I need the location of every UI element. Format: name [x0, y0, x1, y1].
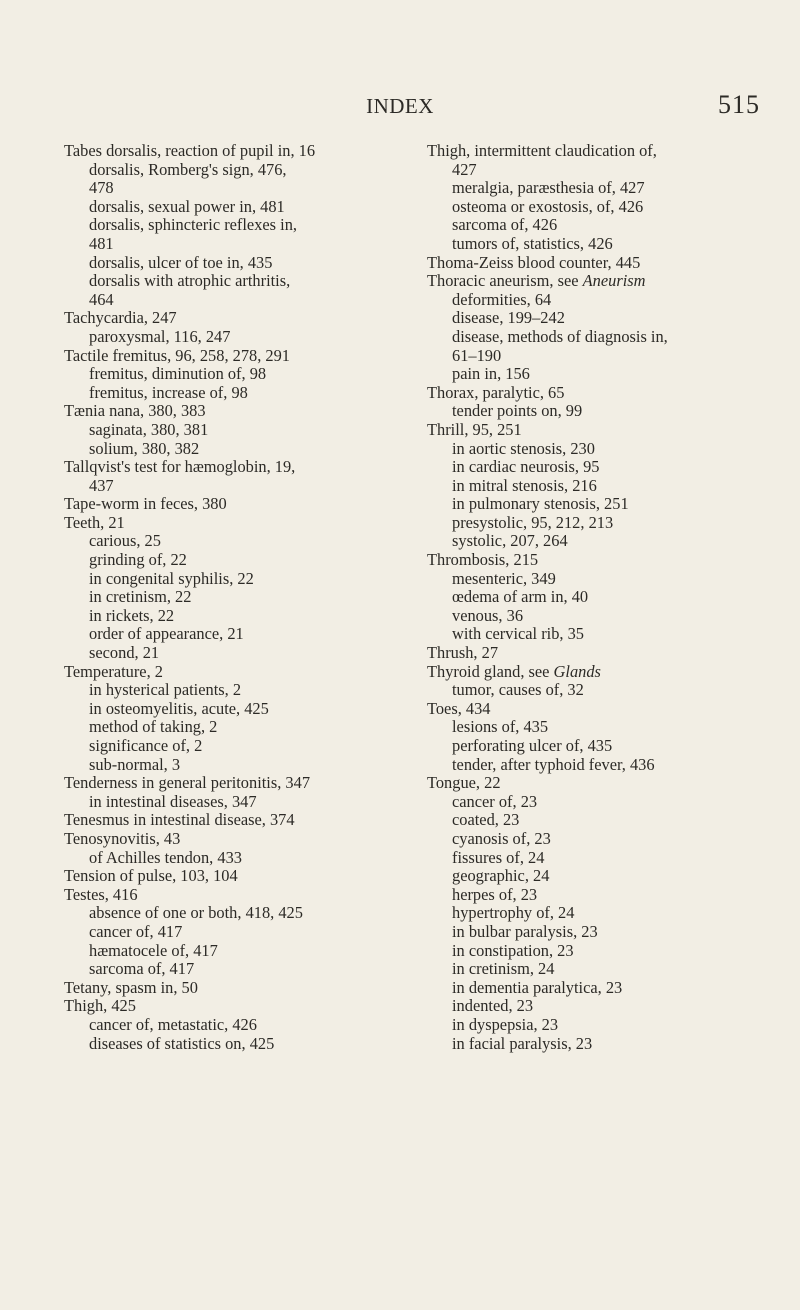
- index-subentry: [64, 625, 424, 644]
- index-subentry: [64, 235, 424, 254]
- index-entry: [427, 774, 767, 793]
- entry-text: lesions of, 435: [452, 717, 549, 737]
- entry-text: Thigh, intermittent claudication of,: [427, 141, 657, 160]
- entry-text: venous, 36: [452, 605, 524, 625]
- index-entry: [64, 458, 424, 477]
- entry-text: Tenesmus in intestinal disease, 374: [64, 810, 295, 830]
- entry-text: sarcoma of, 426: [452, 215, 558, 235]
- entry-text: tender, after typhoid fever, 436: [452, 754, 655, 774]
- entry-text: Tachycardia, 247: [64, 308, 177, 328]
- entry-text: grinding of, 22: [89, 550, 187, 570]
- entry-text: osteoma or exostosis, of, 426: [452, 196, 644, 216]
- entry-text: herpes of, 23: [452, 884, 538, 904]
- index-subentry: [427, 1035, 767, 1054]
- cross-reference: Aneurism: [582, 271, 646, 291]
- entry-text: fissures of, 24: [452, 847, 545, 867]
- index-entry: [64, 774, 424, 793]
- entry-text: Thrush, 27: [427, 643, 499, 663]
- entry-text: 478: [89, 178, 114, 198]
- index-subentry: [64, 942, 424, 961]
- index-subentry: [427, 756, 767, 775]
- index-entry: [64, 867, 424, 886]
- index-entry: [64, 347, 424, 366]
- index-subentry: [427, 216, 767, 235]
- entry-text: in pulmonary stenosis, 251: [452, 494, 629, 514]
- index-subentry: [427, 588, 767, 607]
- index-subentry: [427, 681, 767, 700]
- entry-text: in mitral stenosis, 216: [452, 475, 597, 495]
- entry-text: perforating ulcer of, 435: [452, 736, 613, 755]
- index-subentry: [64, 272, 424, 291]
- cross-reference: Glands: [553, 661, 601, 681]
- entry-text: tender points on, 99: [452, 401, 583, 421]
- index-subentry: [427, 607, 767, 626]
- entry-text: meralgia, paræsthesia of, 427: [452, 178, 645, 198]
- index-subentry: [427, 793, 767, 812]
- index-subentry: [427, 718, 767, 737]
- index-subentry: [427, 477, 767, 496]
- index-entry: [427, 384, 767, 403]
- entry-text: hypertrophy of, 24: [452, 903, 575, 923]
- index-subentry: [64, 923, 424, 942]
- index-subentry: [427, 198, 767, 217]
- entry-text: indented, 23: [452, 996, 534, 1016]
- index-entry: [64, 830, 424, 849]
- entry-text: carious, 25: [89, 531, 161, 551]
- entry-text: hæmatocele of, 417: [89, 940, 218, 960]
- index-subentry: [64, 1016, 424, 1035]
- entry-text: 464: [89, 289, 114, 309]
- entry-text: tumors of, statistics, 426: [452, 233, 613, 253]
- entry-text: in hysterical patients, 2: [89, 680, 242, 700]
- entry-text: in constipation, 23: [452, 940, 574, 960]
- index-subentry: [64, 737, 424, 756]
- index-subentry: [64, 477, 424, 496]
- index-subentry: [64, 588, 424, 607]
- index-subentry: [64, 216, 424, 235]
- index-subentry: [427, 811, 767, 830]
- entry-text: significance of, 2: [89, 736, 203, 755]
- entry-text: dorsalis, sexual power in, 481: [89, 196, 285, 216]
- running-title: INDEX: [366, 94, 434, 118]
- index-entry: [427, 272, 767, 291]
- index-subentry: [427, 179, 767, 198]
- index-subentry: [64, 644, 424, 663]
- index-subentry: [64, 421, 424, 440]
- index-subentry: [64, 1035, 424, 1054]
- index-subentry: [427, 904, 767, 923]
- entry-text: in intestinal diseases, 347: [89, 791, 257, 811]
- entry-text: cancer of, 23: [452, 791, 538, 811]
- index-subentry: [64, 793, 424, 812]
- entry-text: in congenital syphilis, 22: [89, 568, 254, 588]
- index-subentry: [64, 365, 424, 384]
- index-entry: [64, 811, 424, 830]
- index-subentry: [64, 718, 424, 737]
- entry-text: in bulbar paralysis, 23: [452, 921, 598, 941]
- entry-text: fremitus, diminution of, 98: [89, 364, 267, 384]
- index-entry: [64, 402, 424, 421]
- entry-text: second, 21: [89, 643, 160, 663]
- index-subentry: [427, 514, 767, 533]
- index-subentry: [427, 849, 767, 868]
- index-subentry: [427, 495, 767, 514]
- entry-text: 61–190: [452, 345, 502, 365]
- index-entry: [427, 644, 767, 663]
- index-subentry: [64, 532, 424, 551]
- index-subentry: [64, 960, 424, 979]
- index-subentry: [427, 1016, 767, 1035]
- index-subentry: [427, 458, 767, 477]
- index-subentry: [64, 551, 424, 570]
- index-subentry: [64, 440, 424, 459]
- index-subentry: [64, 254, 424, 273]
- entry-text: Tabes dorsalis, reaction of pupil in, 16: [64, 141, 316, 160]
- entry-text: Thrombosis, 215: [427, 550, 539, 570]
- entry-text: diseases of statistics on, 425: [89, 1033, 275, 1053]
- index-entry: [64, 979, 424, 998]
- index-subentry: [64, 756, 424, 775]
- entry-text: œdema of arm in, 40: [452, 587, 589, 607]
- entry-text: cancer of, 417: [89, 921, 183, 941]
- entry-text: Tape-worm in feces, 380: [64, 494, 227, 514]
- index-column-left: [64, 142, 424, 1053]
- entry-text: Thoracic aneurism, see: [427, 271, 583, 291]
- entry-text: method of taking, 2: [89, 717, 218, 737]
- index-entry: [64, 886, 424, 905]
- entry-text: Tetany, spasm in, 50: [64, 977, 198, 997]
- entry-text: fremitus, increase of, 98: [89, 382, 248, 402]
- index-subentry: [427, 440, 767, 459]
- index-subentry: [427, 309, 767, 328]
- index-subentry: [427, 942, 767, 961]
- entry-text: in aortic stenosis, 230: [452, 438, 595, 458]
- entry-text: Tallqvist's test for hæmoglobin, 19,: [64, 457, 296, 477]
- index-entry: [64, 997, 424, 1016]
- index-subentry: [64, 328, 424, 347]
- index-subentry: [64, 904, 424, 923]
- entry-text: tumor, causes of, 32: [452, 680, 584, 700]
- entry-text: pain in, 156: [452, 364, 530, 384]
- entry-text: saginata, 380, 381: [89, 419, 209, 439]
- index-subentry: [427, 161, 767, 180]
- entry-text: paroxysmal, 116, 247: [89, 326, 231, 346]
- index-subentry: [64, 198, 424, 217]
- entry-text: dorsalis, ulcer of toe in, 435: [89, 252, 273, 272]
- index-subentry: [427, 886, 767, 905]
- index-subentry: [64, 607, 424, 626]
- entry-text: in dementia paralytica, 23: [452, 977, 623, 997]
- entry-text: Tactile fremitus, 96, 258, 278, 291: [64, 345, 291, 365]
- index-subentry: [427, 365, 767, 384]
- index-subentry: [427, 960, 767, 979]
- index-subentry: [427, 402, 767, 421]
- index-subentry: [427, 997, 767, 1016]
- index-subentry: [427, 235, 767, 254]
- index-entry: [427, 142, 767, 161]
- index-subentry: [64, 570, 424, 589]
- index-entry: [64, 142, 424, 161]
- entry-text: 437: [89, 475, 114, 495]
- entry-text: cancer of, metastatic, 426: [89, 1014, 257, 1034]
- entry-text: coated, 23: [452, 810, 520, 830]
- entry-text: order of appearance, 21: [89, 624, 244, 644]
- index-column-right: [427, 142, 767, 1053]
- entry-text: disease, 199–242: [452, 308, 565, 328]
- entry-text: Tenosynovitis, 43: [64, 828, 181, 848]
- entry-text: sarcoma of, 417: [89, 959, 195, 979]
- index-entry: [64, 663, 424, 682]
- index-subentry: [427, 737, 767, 756]
- index-entry: [427, 551, 767, 570]
- index-entry: [64, 309, 424, 328]
- index-subentry: [427, 570, 767, 589]
- entry-text: Tænia nana, 380, 383: [64, 401, 206, 421]
- entry-text: of Achilles tendon, 433: [89, 847, 242, 867]
- page-header: [0, 90, 800, 124]
- index-entry: [427, 421, 767, 440]
- index-subentry: [427, 291, 767, 310]
- index-entry: [64, 514, 424, 533]
- entry-text: deformities, 64: [452, 289, 552, 309]
- entry-text: dorsalis, Romberg's sign, 476,: [89, 159, 287, 179]
- entry-text: Thigh, 425: [64, 996, 136, 1016]
- entry-text: Thyroid gland, see: [427, 661, 554, 681]
- index-entry: [427, 254, 767, 273]
- index-subentry: [427, 625, 767, 644]
- entry-text: Thrill, 95, 251: [427, 419, 522, 439]
- index-subentry: [64, 681, 424, 700]
- entry-text: in cretinism, 22: [89, 587, 192, 607]
- index-subentry: [64, 161, 424, 180]
- index-subentry: [427, 923, 767, 942]
- entry-text: systolic, 207, 264: [452, 531, 568, 551]
- index-subentry: [427, 532, 767, 551]
- entry-text: dorsalis with atrophic arthritis,: [89, 271, 291, 291]
- entry-text: Tongue, 22: [427, 773, 501, 793]
- index-entry: [64, 495, 424, 514]
- index-subentry: [427, 830, 767, 849]
- entry-text: disease, methods of diagnosis in,: [452, 326, 668, 346]
- entry-text: in osteomyelitis, acute, 425: [89, 698, 269, 718]
- index-subentry: [64, 700, 424, 719]
- entry-text: in facial paralysis, 23: [452, 1033, 593, 1053]
- entry-text: 427: [452, 159, 477, 179]
- entry-text: Temperature, 2: [64, 661, 163, 681]
- entry-text: Tension of pulse, 103, 104: [64, 866, 238, 886]
- page-number: 515: [718, 90, 760, 119]
- entry-text: Thoma-Zeiss blood counter, 445: [427, 252, 641, 272]
- index-entry: [427, 663, 767, 682]
- index-entry: [427, 700, 767, 719]
- entry-text: with cervical rib, 35: [452, 624, 584, 644]
- index-subentry: [64, 849, 424, 868]
- index-subentry: [64, 384, 424, 403]
- index-subentry: [64, 179, 424, 198]
- entry-text: sub-normal, 3: [89, 754, 181, 774]
- entry-text: Testes, 416: [64, 884, 138, 904]
- index-subentry: [427, 867, 767, 886]
- entry-text: cyanosis of, 23: [452, 828, 551, 848]
- index-subentry: [427, 347, 767, 366]
- entry-text: Toes, 434: [427, 698, 491, 718]
- index-subentry: [64, 291, 424, 310]
- index-subentry: [427, 328, 767, 347]
- entry-text: mesenteric, 349: [452, 568, 556, 588]
- index-subentry: [427, 979, 767, 998]
- entry-text: geographic, 24: [452, 866, 550, 886]
- entry-text: Tenderness in general peritonitis, 347: [64, 773, 311, 793]
- entry-text: absence of one or both, 418, 425: [89, 903, 303, 923]
- entry-text: in dyspepsia, 23: [452, 1014, 559, 1034]
- entry-text: solium, 380, 382: [89, 438, 200, 458]
- entry-text: Thorax, paralytic, 65: [427, 382, 565, 402]
- entry-text: in cretinism, 24: [452, 959, 555, 979]
- entry-text: presystolic, 95, 212, 213: [452, 512, 614, 532]
- entry-text: 481: [89, 233, 114, 253]
- entry-text: Teeth, 21: [64, 512, 125, 532]
- entry-text: in cardiac neurosis, 95: [452, 457, 600, 477]
- entry-text: dorsalis, sphincteric reflexes in,: [89, 215, 298, 235]
- entry-text: in rickets, 22: [89, 605, 175, 625]
